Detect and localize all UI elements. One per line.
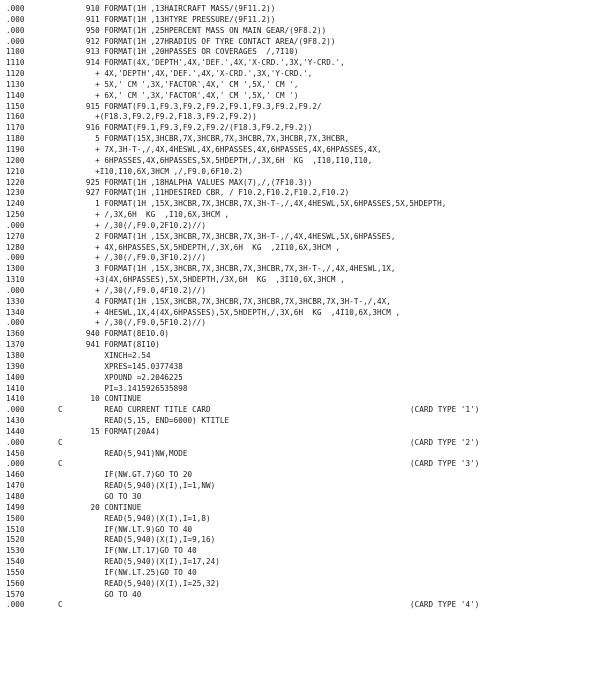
listing-line (6, 503, 600, 514)
line-sequence-number: 1230 (6, 188, 25, 198)
source-code: + /,30(/,F9.0,4F10.2)//) (72, 285, 207, 295)
source-code: 1 FORMAT(1H ,15X,3HCBR,7X,3HCBR,7X,3H-T-,/,4X,4HESWL,5X,6HPASSES,5X,5HDEPTH, (72, 199, 447, 209)
listing-line (6, 199, 600, 210)
line-sequence-number: 1520 (6, 535, 25, 545)
source-code: + 4X,'DEPTH',4X,'DEF.',4X,'X-CRD.',3X,'Y-CRD.', (72, 69, 313, 79)
line-sequence-number: .000 (6, 285, 25, 295)
listing-line (6, 535, 600, 546)
source-code: 912 FORMAT(1H ,27HRADIUS OF TYRE CONTACT AREA/(9F8.2)) (72, 36, 336, 46)
source-code: 941 FORMAT(8I10) (72, 340, 160, 350)
line-sequence-number: 1120 (6, 69, 25, 79)
source-code: XPRES=145.0377438 (72, 361, 183, 371)
source-code: READ(5,940)(X(I),I=1,8) (72, 513, 211, 523)
source-code: READ CURRENT TITLE CARD (72, 405, 211, 415)
line-sequence-number: 1570 (6, 589, 25, 599)
fortran-listing (6, 4, 600, 611)
line-sequence-number: 1210 (6, 166, 25, 176)
line-sequence-number: 1220 (6, 177, 25, 187)
source-code: XINCH=2.54 (72, 351, 151, 360)
line-sequence-number: 1400 (6, 372, 25, 382)
listing-line (6, 590, 600, 601)
listing-line (6, 15, 600, 26)
listing-line (6, 416, 600, 427)
line-sequence-number: 1160 (6, 112, 25, 122)
listing-line (6, 4, 600, 15)
source-code: 927 FORMAT(1H ,11HDESIRED CBR, / F10.2,F10.2,F10.2,F10.2) (72, 188, 350, 198)
listing-line (6, 80, 600, 91)
line-sequence-number: 1150 (6, 101, 25, 111)
listing-line (6, 123, 600, 134)
source-code: GO TO 40 (72, 589, 142, 599)
line-sequence-number: 1390 (6, 361, 25, 371)
comment-marker: C (58, 459, 63, 469)
line-sequence-number: .000 (6, 600, 25, 610)
source-code: IF(NW.GT.7)GO TO 20 (72, 470, 193, 480)
listing-line (6, 329, 600, 340)
source-code: 20 CONTINUE (72, 502, 142, 512)
line-sequence-number: .000 (6, 4, 25, 13)
listing-line (6, 362, 600, 373)
line-sequence-number: 1560 (6, 578, 25, 588)
listing-line (6, 525, 600, 536)
card-type-note: (CARD TYPE '4') (410, 600, 480, 610)
source-code: IF(NW.LT.17)GO TO 40 (72, 546, 197, 556)
line-sequence-number: .000 (6, 36, 25, 46)
source-code: + 4HESWL,1X,4(4X,6HPASSES),5X,5HDEPTH,/,3X,6H KG ,4I10,6X,3HCM , (72, 307, 401, 317)
source-code: 15 FORMAT(20A4) (72, 426, 160, 436)
source-code: XPOUND =2.2046225 (72, 372, 183, 382)
line-sequence-number: 1550 (6, 567, 25, 577)
source-code: + 6X,' CM ',3X,'FACTOR',4X,' CM ',5X,' CM ') (72, 90, 299, 100)
line-sequence-number: 1140 (6, 90, 25, 100)
card-type-note: (CARD TYPE '2') (410, 437, 480, 447)
source-code: + 5X,' CM ',3X,'FACTOR',4X,' CM ',5X,' CM ', (72, 79, 299, 89)
card-type-note: (CARD TYPE '1') (410, 405, 480, 415)
line-sequence-number: 1280 (6, 242, 25, 252)
listing-line (6, 264, 600, 275)
listing-line (6, 145, 600, 156)
line-sequence-number: 1240 (6, 199, 25, 209)
source-code: + 7X,3H-T-,/,4X,4HESWL,4X,6HPASSES,4X,6HPASSES,4X,6HPASSES,4X, (72, 144, 382, 154)
line-sequence-number: 1370 (6, 340, 25, 350)
source-code: 911 FORMAT(1H ,13HTYRE PRESSURE/(9F11.2)) (72, 14, 276, 24)
source-code: 950 FORMAT(1H ,25HPERCENT MASS ON MAIN GEAR/(9F8.2)) (72, 25, 327, 35)
source-code: + 4X,6HPASSES,5X,5HDEPTH,/,3X,6H KG ,2I10,6X,3HCM , (72, 242, 341, 252)
listing-line (6, 26, 600, 37)
listing-line (6, 340, 600, 351)
source-code: 2 FORMAT(1H ,15X,3HCBR,7X,3HCBR,7X,3H-T-,/,4X,4HESWL,5X,6HPASSES, (72, 231, 396, 241)
line-sequence-number: .000 (6, 25, 25, 35)
listing-line (6, 37, 600, 48)
source-code: READ(5,940)(X(I),I=17,24) (72, 557, 220, 567)
listing-line (6, 275, 600, 286)
source-code: READ(5,941)NW,MODE (72, 448, 188, 458)
line-sequence-number: .000 (6, 220, 25, 230)
line-sequence-number: 1540 (6, 557, 25, 567)
line-sequence-number: .000 (6, 405, 25, 415)
source-code: 5 FORMAT(15X,3HCBR,7X,3HCBR,7X,3HCBR,7X,3HCBR,7X,3HCBR, (72, 134, 350, 144)
listing-line (6, 112, 600, 123)
line-sequence-number: 1440 (6, 426, 25, 436)
listing-line (6, 91, 600, 102)
line-sequence-number: 1130 (6, 79, 25, 89)
listing-line (6, 47, 600, 58)
listing-line (6, 449, 600, 460)
listing-line (6, 405, 600, 416)
listing-line (6, 470, 600, 481)
listing-line (6, 134, 600, 145)
source-code: IF(NW.LT.25)GO TO 40 (72, 567, 197, 577)
line-sequence-number: 1380 (6, 351, 25, 360)
source-code: GO TO 30 (72, 491, 142, 501)
line-sequence-number: 1300 (6, 264, 25, 274)
listing-line (6, 438, 600, 449)
listing-line (6, 481, 600, 492)
listing-line (6, 384, 600, 395)
line-sequence-number: 1410 (6, 394, 25, 404)
listing-line (6, 221, 600, 232)
line-sequence-number: 1490 (6, 502, 25, 512)
listing-line (6, 427, 600, 438)
line-sequence-number: 1180 (6, 134, 25, 144)
source-code: + 6HPASSES,4X,6HPASSES,5X,5HDEPTH,/,3X,6H KG ,I10,I10,I10, (72, 155, 373, 165)
source-code: + /,30(/,F9.0,5F10.2)//) (72, 318, 207, 328)
listing-line (6, 156, 600, 167)
listing-line (6, 492, 600, 503)
source-code: 916 FORMAT(F9.1,F9.3,F9.2,F9.2/(F18.3,F9.2,F9.2)) (72, 123, 313, 133)
comment-marker: C (58, 437, 63, 447)
line-sequence-number: 1330 (6, 296, 25, 306)
source-code: READ(5,940)(X(I),I=9,16) (72, 535, 216, 545)
source-code: 4 FORMAT(1H ,15X,3HCBR,7X,3HCBR,7X,3HCBR,7X,3HCBR,7X,3H-T-,/,4X, (72, 296, 391, 306)
listing-line (6, 546, 600, 557)
listing-line (6, 69, 600, 80)
listing-line (6, 243, 600, 254)
line-sequence-number: 1530 (6, 546, 25, 556)
line-sequence-number: 1480 (6, 491, 25, 501)
listing-line (6, 102, 600, 113)
line-sequence-number: .000 (6, 459, 25, 469)
line-sequence-number: 1270 (6, 231, 25, 241)
line-sequence-number: 1100 (6, 47, 25, 57)
line-sequence-number: 1500 (6, 513, 25, 523)
listing-line (6, 308, 600, 319)
source-code: IF(NW.LT.9)GO TO 40 (72, 524, 193, 534)
listing-line (6, 253, 600, 264)
line-sequence-number: 1410 (6, 383, 25, 393)
line-sequence-number: 1340 (6, 307, 25, 317)
line-sequence-number: 1360 (6, 329, 25, 339)
listing-line (6, 568, 600, 579)
source-code: 910 FORMAT(1H ,13HAIRCRAFT MASS/(9F11.2)) (72, 4, 276, 13)
listing-line (6, 459, 600, 470)
line-sequence-number: 1510 (6, 524, 25, 534)
source-code: READ(5,940)(X(I),I=1,NW) (72, 481, 216, 491)
source-code: PI=3.1415926535898 (72, 383, 188, 393)
line-sequence-number: 1200 (6, 155, 25, 165)
source-code: +(F18.3,F9.2,F9.2,F18.3,F9.2,F9.2)) (72, 112, 257, 122)
source-code: 940 FORMAT(8E10.0) (72, 329, 170, 339)
listing-line (6, 210, 600, 221)
source-code: 3 FORMAT(1H ,15X,3HCBR,7X,3HCBR,7X,3HCBR,7X,3H-T-,/,4X,4HESWL,1X, (72, 264, 396, 274)
listing-line (6, 394, 600, 405)
source-code: READ(5,15, END=6000) KTITLE (72, 416, 230, 426)
listing-line (6, 286, 600, 297)
card-type-note: (CARD TYPE '3') (410, 459, 480, 469)
line-sequence-number: 1250 (6, 210, 25, 220)
listing-line (6, 557, 600, 568)
listing-line (6, 318, 600, 329)
line-sequence-number: 1470 (6, 481, 25, 491)
source-code: +3(4X,6HPASSES),5X,5HDEPTH,/3X,6H KG ,3I10,6X,3HCM , (72, 275, 345, 285)
listing-line (6, 167, 600, 178)
source-code: + /,30(/,F9.0,2F10.2)//) (72, 220, 207, 230)
source-code: 10 CONTINUE (72, 394, 142, 404)
line-sequence-number: 1310 (6, 275, 25, 285)
source-code: 914 FORMAT(4X,'DEPTH',4X,'DEF.',4X,'X-CRD.',3X,'Y-CRD.', (72, 58, 345, 68)
listing-line (6, 178, 600, 189)
line-sequence-number: .000 (6, 437, 25, 447)
source-code: 915 FORMAT(F9.1,F9.3,F9.2,F9.2,F9.1,F9.3,F9.2,F9.2/ (72, 101, 322, 111)
comment-marker: C (58, 405, 63, 415)
listing-line (6, 58, 600, 69)
comment-marker: C (58, 600, 63, 610)
line-sequence-number: .000 (6, 318, 25, 328)
line-sequence-number: .000 (6, 14, 25, 24)
source-code: 913 FORMAT(1H ,20HPASSES OR COVERAGES /,7I10) (72, 47, 299, 57)
line-sequence-number: 1110 (6, 58, 25, 68)
listing-line (6, 373, 600, 384)
listing-line (6, 351, 600, 362)
listing-line (6, 232, 600, 243)
listing-line (6, 514, 600, 525)
line-sequence-number: .000 (6, 253, 25, 263)
line-sequence-number: 1170 (6, 123, 25, 133)
line-sequence-number: 1460 (6, 470, 25, 480)
source-code: + /,30(/,F9.0,3F10.2)//) (72, 253, 207, 263)
listing-line (6, 579, 600, 590)
listing-line (6, 600, 600, 611)
source-code: READ(5,940)(X(I),I=25,32) (72, 578, 220, 588)
source-code: 925 FORMAT(1H ,18HALPHA VALUES MAX(7),/,(7F10.3)) (72, 177, 313, 187)
listing-line (6, 188, 600, 199)
line-sequence-number: 1450 (6, 448, 25, 458)
source-code: + /,3X,6H KG ,I10,6X,3HCM , (72, 210, 230, 220)
line-sequence-number: 1190 (6, 144, 25, 154)
listing-line (6, 297, 600, 308)
line-sequence-number: 1430 (6, 416, 25, 426)
source-code: +I10,I10,6X,3HCM ,/,F9.0,6F10.2) (72, 166, 244, 176)
